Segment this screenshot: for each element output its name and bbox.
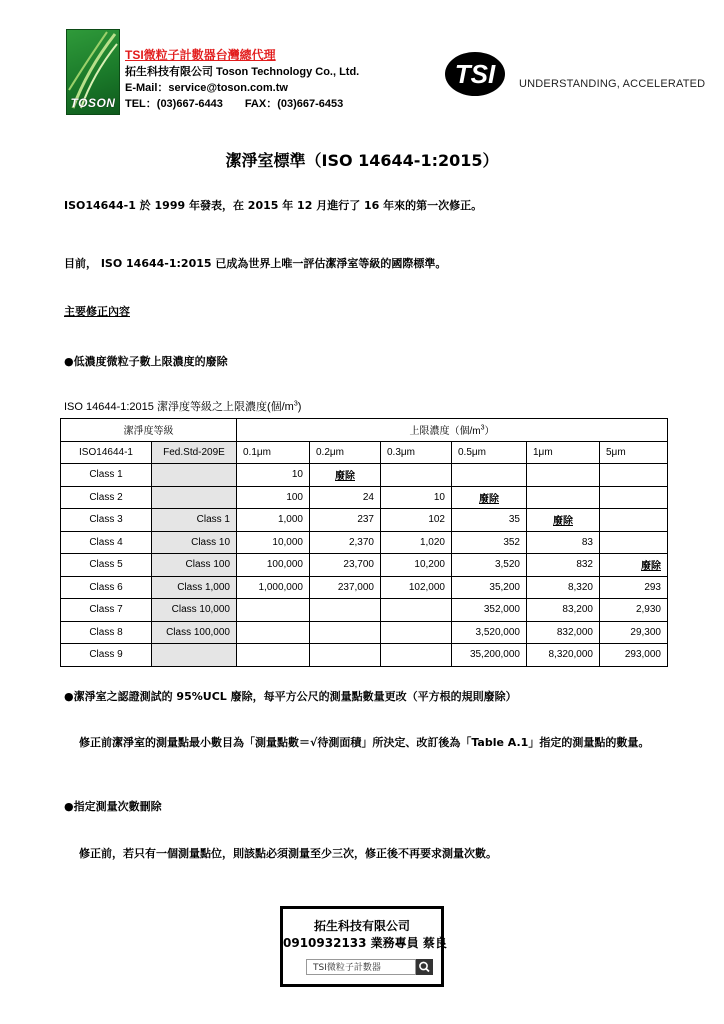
iso-class-cell: Class 6 <box>61 576 152 599</box>
limit-value-cell: 3,520 <box>452 554 527 577</box>
svg-text:TSI: TSI <box>454 59 496 89</box>
limit-value-cell: 293 <box>600 576 668 599</box>
abolished-cell: 廢除 <box>310 464 381 487</box>
bullet-3: ●指定測量次數刪除 <box>64 800 162 813</box>
fed-class-cell: Class 1,000 <box>152 576 237 599</box>
col-size-05: 0.5μm <box>452 441 527 464</box>
limit-value-cell <box>600 486 668 509</box>
bullet-2: ●潔淨室之認證測試的 95%UCL 廢除，每平方公尺的測量點數量更改（平方根的規則廢除） <box>64 690 517 703</box>
col-iso-header: ISO14644-1 <box>61 441 152 464</box>
contact-card <box>280 906 447 987</box>
limit-value-cell: 352 <box>452 531 527 554</box>
intro-paragraph-1: ISO14644-1 於 1999 年發表，在 2015 年 12 月進行了 16 年來的第一次修正。 <box>64 199 483 212</box>
page-title: 潔淨室標準（ISO 14644-1:2015） <box>225 151 499 170</box>
fed-class-cell: Class 10 <box>152 531 237 554</box>
col-size-1: 1μm <box>527 441 600 464</box>
fed-class-cell: Class 100,000 <box>152 621 237 644</box>
logo-wordmark: TOSON <box>70 96 116 110</box>
limit-value-cell: 35,200 <box>452 576 527 599</box>
limit-value-cell: 35,200,000 <box>452 644 527 667</box>
section-heading: 主要修正內容 <box>64 305 130 318</box>
limit-value-cell <box>310 644 381 667</box>
limit-value-cell: 1,000,000 <box>237 576 310 599</box>
limit-value-cell: 237 <box>310 509 381 532</box>
iso-class-cell: Class 3 <box>61 509 152 532</box>
col-size-02: 0.2μm <box>310 441 381 464</box>
limit-value-cell: 10 <box>381 486 452 509</box>
tsi-logo <box>443 50 508 98</box>
iso-class-cell: Class 9 <box>61 644 152 667</box>
fed-class-cell: Class 10,000 <box>152 599 237 622</box>
iso-class-cell: Class 5 <box>61 554 152 577</box>
tsi-tagline: UNDERSTANDING, ACCELERATED <box>519 78 706 90</box>
limit-value-cell: 293,000 <box>600 644 668 667</box>
limit-value-cell: 2,370 <box>310 531 381 554</box>
limit-value-cell: 832,000 <box>527 621 600 644</box>
iso-class-cell: Class 4 <box>61 531 152 554</box>
limit-value-cell: 2,930 <box>600 599 668 622</box>
tsi-logo-graphic <box>443 50 508 98</box>
fed-class-cell <box>152 486 237 509</box>
limit-value-cell <box>381 621 452 644</box>
abolished-cell: 廢除 <box>452 486 527 509</box>
email-line: E-Mail：service@toson.com.tw <box>125 82 288 94</box>
col-size-01: 0.1μm <box>237 441 310 464</box>
limit-value-cell: 10 <box>237 464 310 487</box>
limit-value-cell <box>381 644 452 667</box>
agent-line: TSI微粒子計數器台灣總代理 <box>125 48 276 62</box>
abolished-cell: 廢除 <box>527 509 600 532</box>
limit-value-cell: 10,200 <box>381 554 452 577</box>
abolished-cell: 廢除 <box>600 554 668 577</box>
iso-class-cell: Class 1 <box>61 464 152 487</box>
limit-value-cell: 83,200 <box>527 599 600 622</box>
table-row <box>61 464 668 487</box>
search-input[interactable]: TSI微粒子計數器 <box>306 959 416 975</box>
limit-value-cell: 1,020 <box>381 531 452 554</box>
col-size-03: 0.3μm <box>381 441 452 464</box>
limit-value-cell: 100 <box>237 486 310 509</box>
limit-value-cell: 352,000 <box>452 599 527 622</box>
intro-paragraph-2: 目前， ISO 14644-1:2015 已成為世界上唯一評估潔淨室等級的國際標準。 <box>64 257 447 270</box>
bullet-1: ●低濃度微粒子數上限濃度的廢除 <box>64 355 228 368</box>
card-contact: 0910932133 業務專員 蔡良 <box>283 936 447 950</box>
col-fed-header: Fed.Std-209E <box>152 441 237 464</box>
limit-value-cell: 100,000 <box>237 554 310 577</box>
table-row <box>61 554 668 577</box>
limit-value-cell <box>527 486 600 509</box>
limit-value-cell: 35 <box>452 509 527 532</box>
limit-value-cell: 237,000 <box>310 576 381 599</box>
limit-value-cell <box>310 599 381 622</box>
search-button[interactable] <box>416 959 433 975</box>
tel-fax-line: TEL：(03)667-6443 FAX：(03)667-6453 <box>125 98 344 110</box>
limit-value-cell <box>381 464 452 487</box>
company-info <box>125 46 359 111</box>
table-row <box>61 531 668 554</box>
card-company: 拓生科技有限公司 <box>313 919 410 933</box>
limit-value-cell <box>600 509 668 532</box>
limit-value-cell <box>310 621 381 644</box>
table-row <box>61 509 668 532</box>
limit-value-cell <box>237 621 310 644</box>
fed-class-cell <box>152 464 237 487</box>
limit-value-cell: 83 <box>527 531 600 554</box>
search-icon <box>416 959 433 975</box>
limit-value-cell <box>527 464 600 487</box>
limit-value-cell: 29,300 <box>600 621 668 644</box>
limit-value-cell: 1,000 <box>237 509 310 532</box>
limit-value-cell <box>381 599 452 622</box>
iso-class-cell: Class 2 <box>61 486 152 509</box>
header-class: 潔淨度等級 <box>61 419 237 442</box>
company-line: 拓生科技有限公司 Toson Technology Co., Ltd. <box>125 66 360 78</box>
table-body <box>61 464 668 667</box>
fed-class-cell: Class 100 <box>152 554 237 577</box>
limit-value-cell: 10,000 <box>237 531 310 554</box>
table-row <box>61 576 668 599</box>
limit-value-cell: 24 <box>310 486 381 509</box>
limit-value-cell: 102,000 <box>381 576 452 599</box>
table-row <box>61 599 668 622</box>
col-size-5: 5μm <box>600 441 668 464</box>
fed-class-cell <box>152 644 237 667</box>
cleanroom-class-table <box>60 418 668 667</box>
limit-value-cell: 8,320,000 <box>527 644 600 667</box>
table-row <box>61 621 668 644</box>
bullet-2-detail: 修正前潔淨室的測量點最小數目為「測量點數＝√待測面積」所決定、改訂後為「Table A.1」指定的測量點的數量。 <box>79 736 650 749</box>
limit-value-cell: 23,700 <box>310 554 381 577</box>
limit-value-cell <box>237 599 310 622</box>
limit-value-cell <box>600 531 668 554</box>
header-limit: 上限濃度（個$/m^3$） <box>237 419 668 442</box>
limit-value-cell: 832 <box>527 554 600 577</box>
fed-class-cell: Class 1 <box>152 509 237 532</box>
table-caption: ISO 14644-1:2015 潔淨度等級之上限濃度(個$/m^3$) <box>64 400 302 413</box>
iso-class-cell: Class 8 <box>61 621 152 644</box>
limit-value-cell <box>600 464 668 487</box>
limit-value-cell: 3,520,000 <box>452 621 527 644</box>
table-row <box>61 644 668 667</box>
limit-value-cell: 102 <box>381 509 452 532</box>
bullet-3-detail: 修正前，若只有一個測量點位，則該點必須測量至少三次，修正後不再要求測量次數。 <box>79 847 497 860</box>
table-row <box>61 486 668 509</box>
iso-class-cell: Class 7 <box>61 599 152 622</box>
limit-value-cell: 8,320 <box>527 576 600 599</box>
limit-value-cell <box>452 464 527 487</box>
limit-value-cell <box>237 644 310 667</box>
